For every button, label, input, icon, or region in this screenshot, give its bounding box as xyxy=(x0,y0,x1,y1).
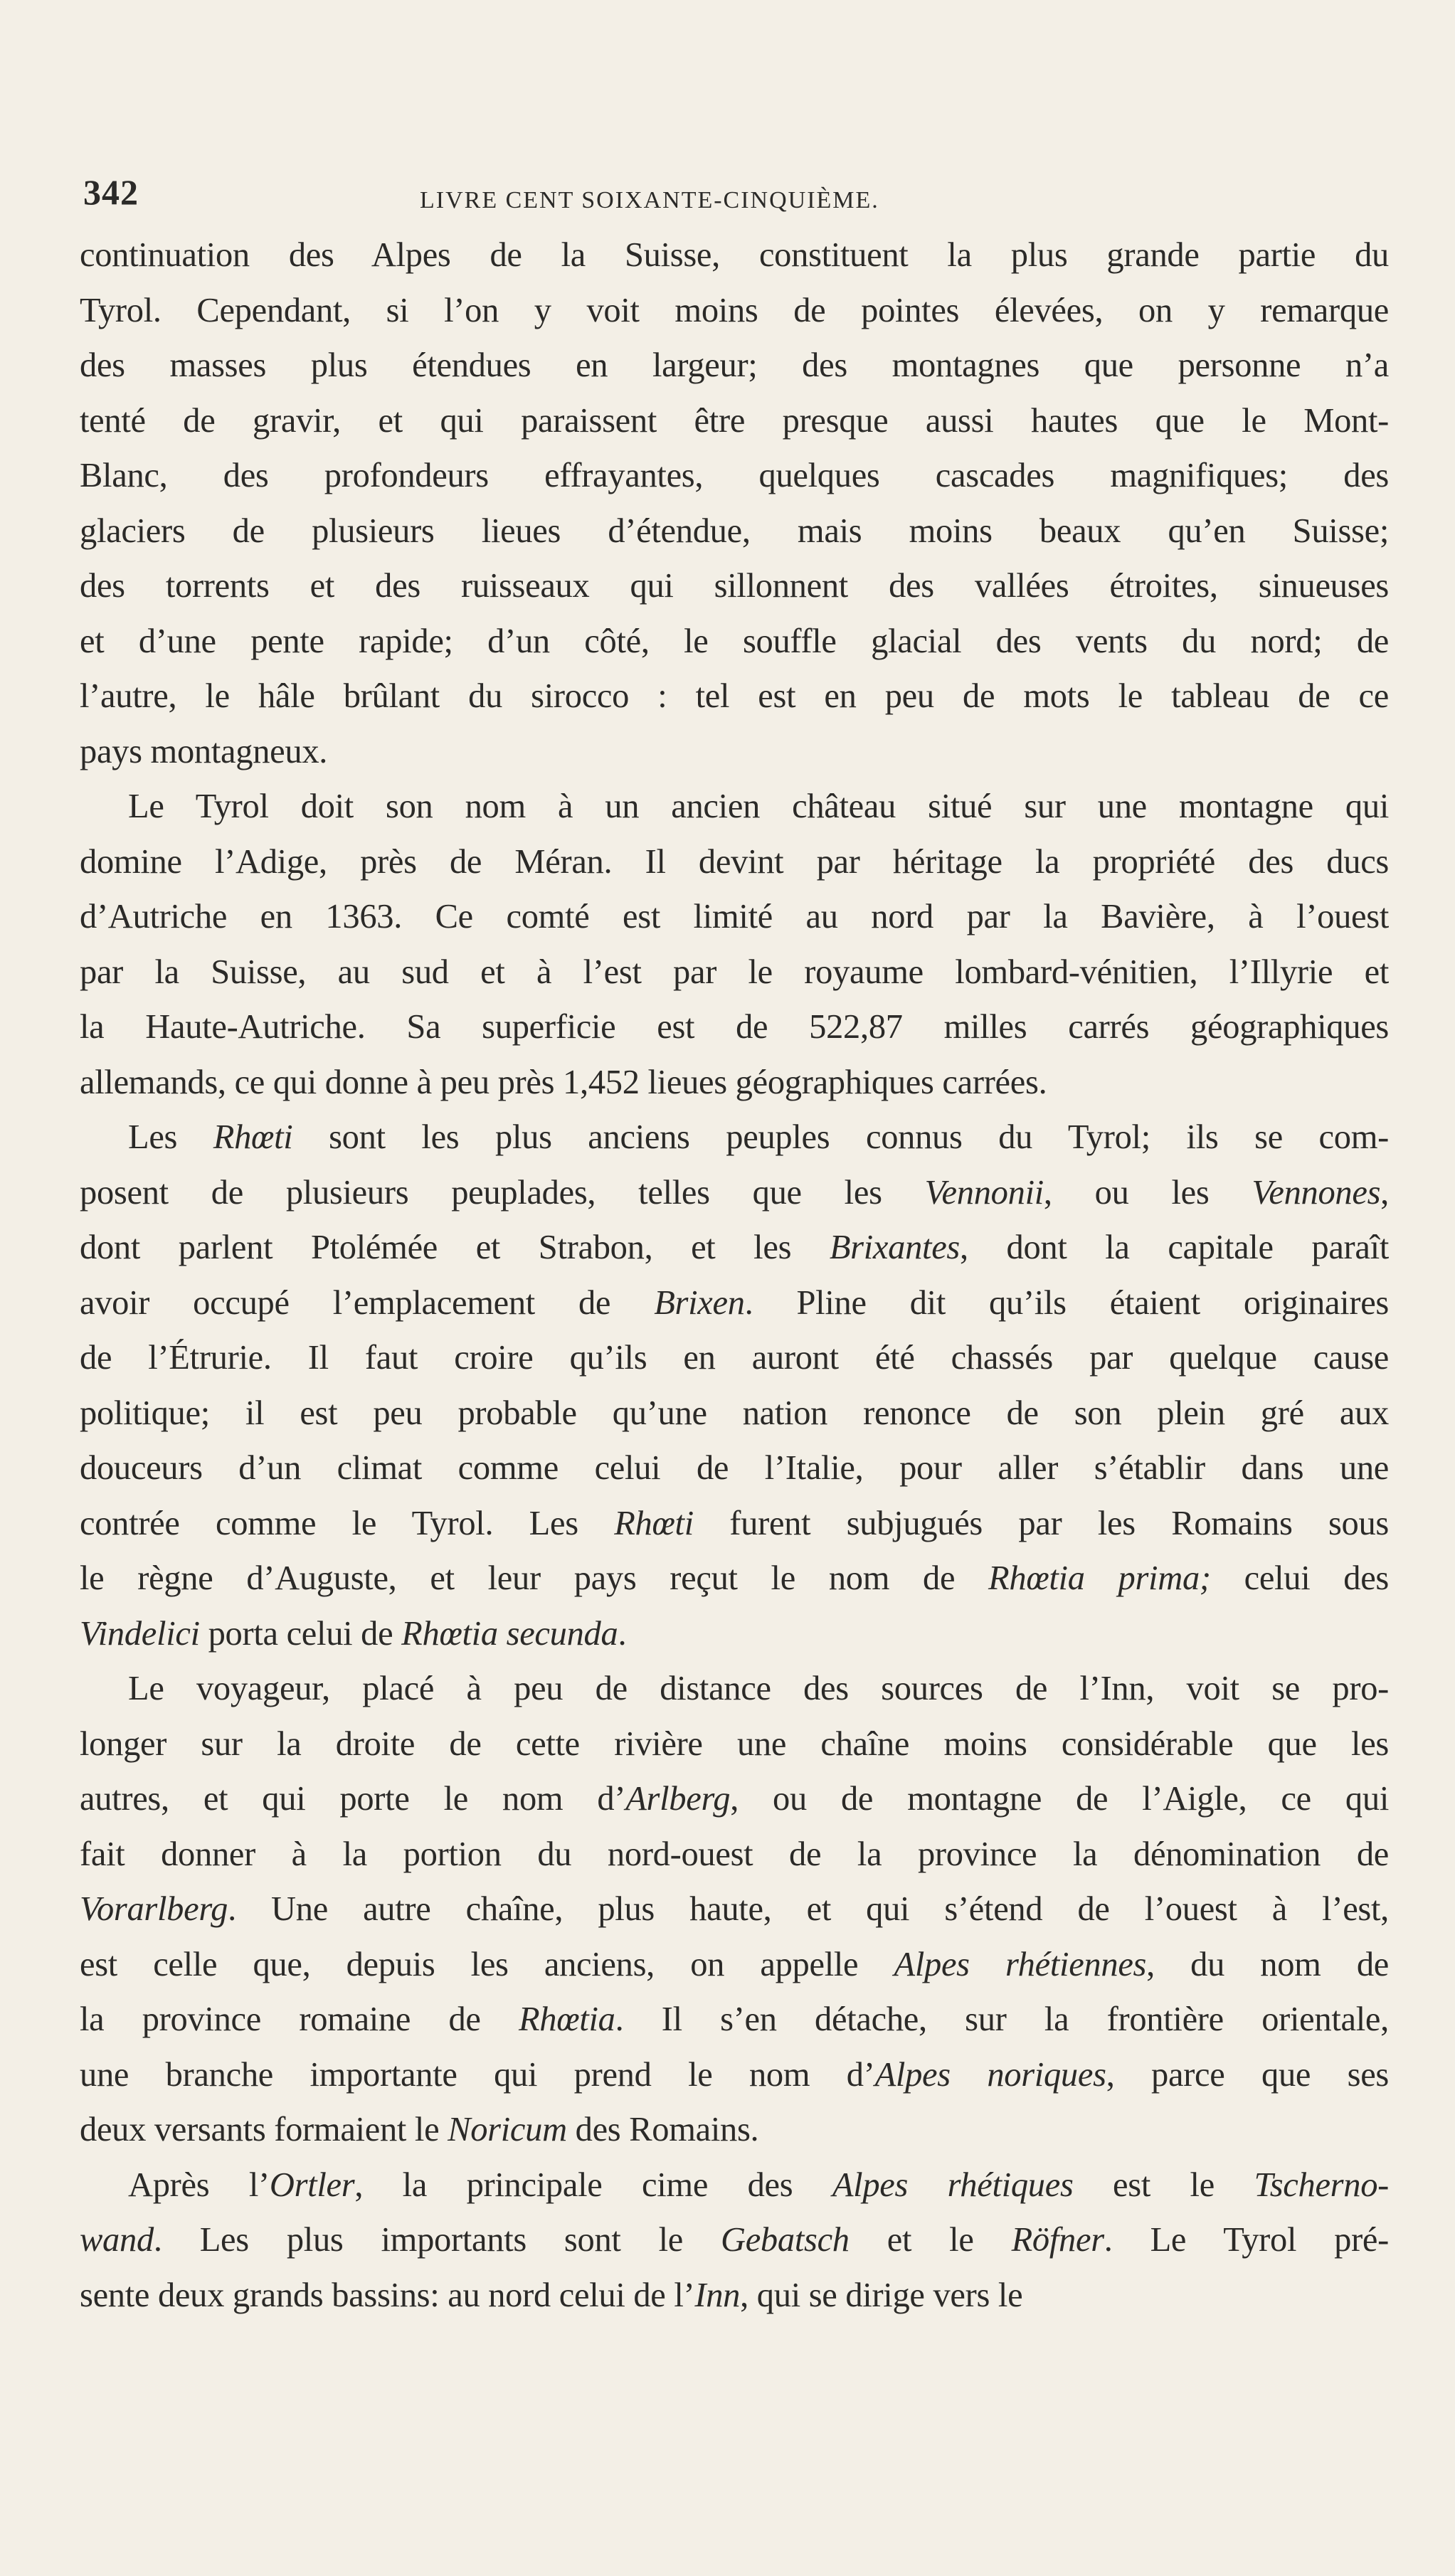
text-line xyxy=(80,228,1389,283)
paragraph xyxy=(80,2158,1389,2323)
italic-term: Arlberg xyxy=(625,1780,731,1818)
paragraph xyxy=(80,1110,1389,1661)
text-run: le règne d’Auguste, et leur pays reçut le nom de xyxy=(80,1559,989,1597)
text-run: , ou de montagne de l’Aigle, ce qui xyxy=(730,1780,1389,1818)
text-line xyxy=(80,393,1389,449)
italic-term: Vennones xyxy=(1252,1173,1381,1212)
text-line xyxy=(80,1220,1389,1276)
text-run: sente deux grands bassins: au nord celui de l’ xyxy=(80,2276,695,2314)
italic-term: Rhœtia prima; xyxy=(988,1559,1211,1597)
text-run: porta celui de xyxy=(199,1614,402,1653)
italic-term: Brixantes xyxy=(829,1229,961,1266)
text-run: . xyxy=(618,1614,627,1653)
text-run: fait donner à la portion du nord-ouest de la province la dénomination de xyxy=(80,1835,1389,1873)
text-line xyxy=(80,1606,1389,1662)
text-line xyxy=(80,1386,1389,1441)
text-run: Le Tyrol doit son nom à un ancien château situé sur une montagne qui xyxy=(128,788,1389,825)
text-run: . Une autre chaîne, plus haute, et qui s’étend de l’ouest à l’est, xyxy=(228,1890,1389,1928)
text-line xyxy=(80,338,1389,393)
paragraph xyxy=(80,228,1389,779)
text-run: l’autre, le hâle brûlant du sirocco : tel est en peu de mots le tableau de ce xyxy=(80,677,1389,715)
italic-term: Alpes rhétiennes xyxy=(894,1945,1147,1983)
text-line xyxy=(80,1882,1389,1937)
text-run: . Il s’en détache, sur la frontière orientale, xyxy=(615,2000,1389,2038)
text-run: dont parlent Ptolémée et Strabon, et les xyxy=(80,1229,830,1266)
text-line xyxy=(80,834,1389,890)
italic-term: Vindelici xyxy=(80,1614,200,1653)
text-line xyxy=(80,1992,1389,2047)
text-run: Tyrol. Cependant, si l’on y voit moins de pointes élevées, on y remarque xyxy=(80,291,1389,329)
paragraph xyxy=(80,779,1389,1110)
text-run: Blanc, des profondeurs effrayantes, quelques cascades magnifiques; des xyxy=(80,457,1389,494)
text-line xyxy=(80,2047,1389,2103)
text-line xyxy=(80,448,1389,504)
text-line xyxy=(80,669,1389,724)
text-run: , dont la capitale paraît xyxy=(960,1229,1389,1266)
text-run: . Pline dit qu’ils étaient originaires xyxy=(744,1283,1389,1322)
text-line xyxy=(80,614,1389,669)
text-run: celui des xyxy=(1210,1559,1389,1597)
text-line xyxy=(80,2158,1389,2213)
body-text xyxy=(80,228,1389,2323)
text-run: d’Autriche en 1363. Ce comté est limité au nord par la Bavière, à l’ouest xyxy=(80,898,1389,935)
text-line xyxy=(80,1827,1389,1882)
italic-term: Alpes rhétiques xyxy=(832,2166,1074,2204)
text-run: des masses plus étendues en largeur; des montagnes que personne n’a xyxy=(80,346,1389,384)
text-run: tenté de gravir, et qui paraissent être presque aussi hautes que le Mont- xyxy=(80,401,1389,440)
italic-term: Alpes noriques xyxy=(874,2055,1106,2094)
text-run: une branche importante qui prend le nom d’ xyxy=(80,2055,875,2094)
text-line xyxy=(80,1717,1389,1772)
text-run: , xyxy=(1380,1173,1389,1212)
text-run: allemands, ce qui donne à peu près 1,452 lieues géographiques carrées. xyxy=(80,1063,1047,1101)
text-line xyxy=(80,1165,1389,1221)
text-line xyxy=(80,1496,1389,1552)
text-line xyxy=(80,1937,1389,1993)
text-line xyxy=(80,1000,1389,1055)
text-line xyxy=(80,1330,1389,1386)
italic-term: Rhœtia secunda xyxy=(401,1614,618,1653)
text-line xyxy=(80,1661,1389,1717)
text-line xyxy=(80,945,1389,1000)
text-line xyxy=(80,1771,1389,1827)
text-line xyxy=(80,889,1389,945)
text-run: la Haute-Autriche. Sa superficie est de 522,87 milles carrés géographiques xyxy=(80,1008,1389,1046)
italic-term: Röfner xyxy=(1011,2221,1104,2259)
text-line xyxy=(80,779,1389,834)
text-run: , du nom de xyxy=(1146,1945,1389,1983)
text-run: et d’une pente rapide; d’un côté, le souffle glacial des vents du nord; de xyxy=(80,622,1389,660)
running-title: LIVRE CENT SOIXANTE-CINQUIÈME. xyxy=(420,187,879,213)
text-run: glaciers de plusieurs lieues d’étendue, mais moins beaux qu’en Suisse; xyxy=(80,512,1389,550)
text-line xyxy=(80,1551,1389,1606)
text-run: avoir occupé l’emplacement de xyxy=(80,1283,655,1322)
text-run: , parce que ses xyxy=(1106,2055,1389,2094)
text-run: politique; il est peu probable qu’une nation renonce de son plein gré aux xyxy=(80,1394,1389,1432)
text-run: autres, et qui porte le nom d’ xyxy=(80,1780,626,1818)
text-run: Les xyxy=(128,1118,213,1156)
text-line xyxy=(80,558,1389,614)
text-run: continuation des Alpes de la Suisse, constituent la plus grande partie du xyxy=(80,236,1389,274)
text-run: deux versants formaient le xyxy=(80,2111,448,2148)
text-run: . Les plus importants sont le xyxy=(153,2221,721,2259)
italic-term: Rhœtia xyxy=(518,2000,615,2038)
text-run: des torrents et des ruisseaux qui sillonnent des vallées étroites, sinueuses xyxy=(80,567,1389,605)
text-line xyxy=(80,283,1389,339)
text-line xyxy=(80,2268,1389,2323)
text-line xyxy=(80,504,1389,559)
italic-term: Noricum xyxy=(448,2111,567,2148)
text-run: sont les plus anciens peuples connus du Tyrol; ils se com- xyxy=(292,1118,1389,1156)
text-line xyxy=(80,1276,1389,1331)
text-run: de l’Étrurie. Il faut croire qu’ils en auront été chassés par quelque cause xyxy=(80,1339,1389,1377)
text-run: la province romaine de xyxy=(80,2000,519,2038)
text-run: Le voyageur, placé à peu de distance des sources de l’Inn, voit se pro- xyxy=(128,1670,1389,1707)
page-number: 342 xyxy=(83,172,139,212)
text-run: furent subjugués par les Romains sous xyxy=(693,1504,1389,1542)
text-run: douceurs d’un climat comme celui de l’Italie, pour aller s’établir dans une xyxy=(80,1449,1389,1487)
italic-term: Ortler xyxy=(269,2166,355,2204)
text-line xyxy=(80,1110,1389,1165)
italic-term: Rhœti xyxy=(614,1504,694,1542)
text-line xyxy=(80,1441,1389,1496)
text-run: est celle que, depuis les anciens, on appelle xyxy=(80,1945,894,1983)
paragraph xyxy=(80,1661,1389,2158)
text-line xyxy=(80,2212,1389,2268)
text-run: et le xyxy=(849,2221,1012,2259)
text-run: , ou les xyxy=(1043,1173,1252,1212)
italic-term: Gebatsch xyxy=(720,2221,850,2259)
text-line xyxy=(80,2102,1389,2158)
text-line xyxy=(80,724,1389,780)
italic-term: Tscherno- xyxy=(1254,2166,1389,2204)
text-run: , la principale cime des xyxy=(354,2166,832,2204)
text-run: par la Suisse, au sud et à l’est par le royaume lombard-vénitien, l’Illyrie et xyxy=(80,953,1389,991)
italic-term: Rhœti xyxy=(213,1118,293,1156)
text-run: . Le Tyrol pré- xyxy=(1104,2221,1389,2259)
italic-term: Vennonii xyxy=(924,1173,1044,1212)
text-run: , qui se dirige vers le xyxy=(740,2276,1023,2314)
text-run: pays montagneux. xyxy=(80,732,328,770)
text-run: des Romains. xyxy=(566,2111,759,2148)
italic-term: Inn xyxy=(694,2276,741,2314)
text-line xyxy=(80,1055,1389,1111)
text-run: longer sur la droite de cette rivière une chaîne moins considérable que les xyxy=(80,1724,1389,1763)
text-run: est le xyxy=(1073,2166,1254,2204)
italic-term: Brixen xyxy=(654,1283,745,1322)
text-run: contrée comme le Tyrol. Les xyxy=(80,1504,615,1542)
italic-term: wand xyxy=(80,2221,154,2259)
text-run: domine l’Adige, près de Méran. Il devint par héritage la propriété des ducs xyxy=(80,842,1389,881)
text-run: posent de plusieurs peuplades, telles que les xyxy=(80,1173,925,1212)
text-run: Après l’ xyxy=(128,2166,270,2204)
italic-term: Vorarlberg xyxy=(80,1890,228,1928)
